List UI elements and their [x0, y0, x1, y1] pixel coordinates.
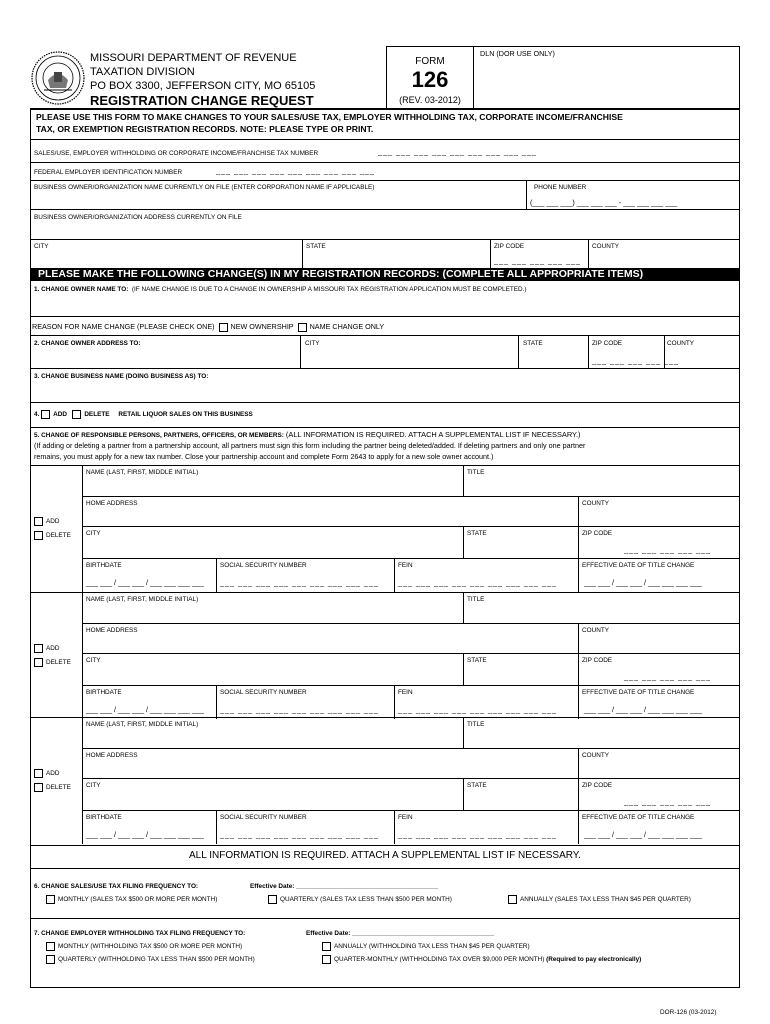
divider — [664, 335, 665, 368]
section6-quarterly-row — [268, 895, 452, 904]
divider — [82, 526, 740, 527]
person-state-label: STATE — [467, 657, 487, 664]
new-ownership-label: NEW OWNERSHIP — [230, 322, 294, 331]
person-zip-input[interactable]: ___ ___ ___ ___ ___ — [624, 545, 711, 554]
section2-city-label: CITY — [305, 340, 320, 347]
divider — [463, 653, 464, 685]
section7-label: 7. CHANGE EMPLOYER WITHHOLDING TAX FILING FREQUENCY TO: — [34, 930, 246, 937]
name-change-reason-row — [32, 322, 384, 332]
person-birthdate-label: BIRTHDATE — [86, 689, 122, 696]
divider — [30, 139, 740, 140]
person-add-checkbox[interactable] — [34, 644, 43, 653]
person-effective-date-input[interactable]: ___ ___ / ___ ___ / ___ ___ ___ ___ — [584, 578, 702, 587]
person-city-label: CITY — [86, 782, 101, 789]
department-address: PO BOX 3300, JEFFERSON CITY, MO 65105 — [90, 80, 316, 92]
form-label: FORM — [415, 56, 445, 67]
person-add-label: ADD — [46, 645, 60, 653]
liquor-delete-label: DELETE — [84, 411, 110, 419]
divider — [30, 209, 740, 210]
person-title-label: TITLE — [467, 596, 485, 603]
person-add-row — [34, 517, 60, 526]
section6-annually-row — [508, 895, 691, 904]
wh-monthly-checkbox[interactable] — [46, 942, 55, 951]
divider — [463, 465, 464, 496]
section5-footer: ALL INFORMATION IS REQUIRED. ATTACH A SUPPLEMENTAL LIST IF NECESSARY. — [189, 850, 581, 861]
section1-row — [34, 286, 527, 294]
zip-label: ZIP CODE — [494, 243, 525, 250]
changes-band: PLEASE MAKE THE FOLLOWING CHANGE(S) IN MY REGISTRATION RECORDS: (COMPLETE ALL APPROPRIATE ITEMS) — [30, 268, 740, 281]
divider — [463, 526, 464, 558]
sales-quarterly-label: QUARTERLY (SALES TAX LESS THAN $500 PER MONTH) — [280, 896, 452, 904]
divider — [588, 335, 589, 368]
liquor-add-checkbox[interactable] — [41, 410, 50, 419]
divider — [82, 717, 83, 844]
section2-zip-label: ZIP CODE — [592, 340, 623, 347]
divider — [578, 496, 579, 526]
new-ownership-checkbox[interactable] — [219, 323, 228, 332]
section2-label: 2. CHANGE OWNER ADDRESS TO: — [34, 340, 141, 347]
person-delete-row — [34, 783, 71, 792]
divider — [30, 335, 740, 336]
divider — [463, 778, 464, 810]
county-label: COUNTY — [592, 243, 619, 250]
person-ssn-input[interactable]: ___ ___ ___ ___ ___ ___ ___ ___ ___ — [220, 830, 379, 839]
divider — [394, 685, 395, 719]
person-fein-input[interactable]: ___ ___ ___ ___ ___ ___ ___ ___ ___ — [398, 705, 557, 714]
section1-note: (IF NAME CHANGE IS DUE TO A CHANGE IN OWNERSHIP A MISSOURI TAX REGISTRATION APPLICATION MUST BE COMPLETED.) — [131, 286, 527, 293]
person-effective-date-label: EFFECTIVE DATE OF TITLE CHANGE — [582, 562, 695, 569]
liquor-add-label: ADD — [53, 411, 67, 419]
divider — [30, 918, 740, 919]
person-home-address-label: HOME ADDRESS — [86, 500, 138, 507]
section6-effective-date[interactable]: Effective Date: ________________________________________ — [250, 883, 439, 890]
section7-annually-row — [322, 942, 530, 951]
sales-monthly-label: MONTHLY (SALES TAX $500 OR MORE PER MONTH) — [58, 896, 218, 904]
person-zip-label: ZIP CODE — [582, 530, 613, 537]
section7-monthly-row — [46, 942, 242, 951]
divider — [578, 653, 579, 685]
phone-label: PHONE NUMBER — [534, 184, 587, 191]
divider — [82, 465, 83, 592]
person-state-label: STATE — [467, 530, 487, 537]
dln-label: DLN (DOR USE ONLY) — [480, 49, 555, 58]
divider — [578, 558, 579, 592]
divider — [30, 427, 740, 428]
divider — [216, 685, 217, 719]
divider — [30, 402, 740, 403]
person-add-label: ADD — [46, 770, 60, 778]
divider — [463, 717, 464, 748]
section2-state-label: STATE — [523, 340, 543, 347]
person-effective-date-input[interactable]: ___ ___ / ___ ___ / ___ ___ ___ ___ — [584, 830, 702, 839]
divider — [526, 180, 527, 209]
divider — [302, 239, 303, 268]
division-name: TAXATION DIVISION — [90, 66, 195, 78]
form-number: 126 — [411, 67, 449, 92]
section7-quarter-monthly-row — [322, 955, 641, 964]
person-ssn-label: SOCIAL SECURITY NUMBER — [220, 689, 307, 696]
state-label: STATE — [306, 243, 326, 250]
person-add-label: ADD — [46, 518, 60, 526]
person-name-label: NAME (LAST, FIRST, MIDDLE INITIAL) — [86, 721, 199, 728]
person-ssn-label: SOCIAL SECURITY NUMBER — [220, 814, 307, 821]
divider — [588, 239, 589, 268]
person-effective-date-label: EFFECTIVE DATE OF TITLE CHANGE — [582, 814, 695, 821]
section6-label: 6. CHANGE SALES/USE TAX FILING FREQUENCY TO: — [34, 883, 199, 890]
divider — [30, 108, 740, 110]
divider — [216, 558, 217, 592]
divider — [394, 810, 395, 844]
instructions-line1: PLEASE USE THIS FORM TO MAKE CHANGES TO YOUR SALES/USE TAX, EMPLOYER WITHHOLDING TAX, CORPORATE INCOME/FRANCHISE — [36, 112, 623, 122]
person-ssn-input[interactable]: ___ ___ ___ ___ ___ ___ ___ ___ ___ — [220, 578, 379, 587]
divider — [82, 558, 740, 559]
divider — [30, 868, 740, 869]
person-birthdate-input[interactable]: ___ ___ / ___ ___ / ___ ___ ___ ___ — [86, 705, 204, 714]
wh-annually-checkbox[interactable] — [322, 942, 331, 951]
divider — [578, 685, 579, 719]
section2-zip-input[interactable]: ___ ___ ___ ___ ___ — [592, 356, 679, 365]
divider — [578, 810, 579, 844]
person-delete-checkbox[interactable] — [34, 658, 43, 667]
divider — [578, 526, 579, 558]
name-change-only-label: NAME CHANGE ONLY — [309, 322, 385, 331]
section3-label: 3. CHANGE BUSINESS NAME (DOING BUSINESS AS) TO: — [34, 373, 209, 380]
person-name-label: NAME (LAST, FIRST, MIDDLE INITIAL) — [86, 469, 199, 476]
section5-label-rest: (ALL INFORMATION IS REQUIRED. ATTACH A SUPPLEMENTAL LIST IF NECESSARY.) — [285, 430, 581, 439]
sales-monthly-checkbox[interactable] — [46, 895, 55, 904]
person-add-checkbox[interactable] — [34, 769, 43, 778]
person-zip-label: ZIP CODE — [582, 657, 613, 664]
footer-form-code: DOR-126 (03-2012) — [660, 1009, 717, 1016]
divider — [30, 592, 740, 593]
person-birthdate-label: BIRTHDATE — [86, 562, 122, 569]
person-fein-label: FEIN — [398, 689, 413, 696]
section5-label: 5. CHANGE OF RESPONSIBLE PERSONS, PARTNERS, OFFICERS, OR MEMBERS: — [34, 432, 284, 439]
person-county-label: COUNTY — [582, 752, 609, 759]
divider — [82, 592, 83, 719]
divider — [578, 748, 579, 778]
divider — [578, 623, 579, 653]
divider — [30, 180, 740, 181]
divider — [216, 810, 217, 844]
divider — [82, 778, 740, 779]
divider — [82, 653, 740, 654]
person-fein-label: FEIN — [398, 814, 413, 821]
divider — [394, 558, 395, 592]
person-add-row — [34, 769, 60, 778]
liquor-text: RETAIL LIQUOR SALES ON THIS BUSINESS — [118, 411, 253, 419]
section5-line3: remains, you must apply for a new tax number. Close your partnership account and complete Form 2643 to apply for a new sole owner account.) — [34, 452, 494, 461]
person-birthdate-input[interactable]: ___ ___ / ___ ___ / ___ ___ ___ ___ — [86, 830, 204, 839]
section7-quarterly-row — [46, 955, 255, 964]
person-city-label: CITY — [86, 530, 101, 537]
person-delete-label: DELETE — [46, 659, 71, 667]
department-name: MISSOURI DEPARTMENT OF REVENUE — [90, 52, 297, 64]
divider — [518, 335, 519, 368]
wh-required-note: (Required to pay electronically) — [546, 956, 642, 964]
person-county-label: COUNTY — [582, 500, 609, 507]
name-change-only-checkbox[interactable] — [298, 323, 307, 332]
section7-effective-date[interactable]: Effective Date: ________________________________________ — [306, 930, 495, 937]
person-city-label: CITY — [86, 657, 101, 664]
person-birthdate-input[interactable]: ___ ___ / ___ ___ / ___ ___ ___ ___ — [86, 578, 204, 587]
divider — [30, 239, 740, 240]
person-home-address-label: HOME ADDRESS — [86, 627, 138, 634]
person-zip-label: ZIP CODE — [582, 782, 613, 789]
zip-input[interactable]: ___ ___ ___ ___ ___ — [494, 256, 581, 265]
phone-input[interactable]: (___ ___ ___) ___ ___ ___ - ___ ___ ___ ___ — [530, 198, 678, 207]
person-name-label: NAME (LAST, FIRST, MIDDLE INITIAL) — [86, 596, 199, 603]
divider — [30, 316, 740, 317]
divider — [82, 496, 740, 497]
divider — [82, 748, 740, 749]
person-delete-row — [34, 531, 71, 540]
person-delete-checkbox[interactable] — [34, 531, 43, 540]
section4-number: 4. — [34, 411, 40, 419]
person-state-label: STATE — [467, 782, 487, 789]
person-fein-input[interactable]: ___ ___ ___ ___ ___ ___ ___ ___ ___ — [398, 578, 557, 587]
divider — [30, 717, 740, 718]
city-label: CITY — [34, 243, 49, 250]
section1-label: 1. CHANGE OWNER NAME TO: — [34, 286, 129, 293]
dln-box — [474, 46, 740, 108]
person-fein-label: FEIN — [398, 562, 413, 569]
person-zip-input[interactable]: ___ ___ ___ ___ ___ — [624, 797, 711, 806]
divider — [82, 810, 740, 811]
reason-label: REASON FOR NAME CHANGE (PLEASE CHECK ONE) — [32, 322, 215, 331]
divider — [30, 845, 740, 846]
sales-quarterly-checkbox[interactable] — [268, 895, 277, 904]
section5-line2: (If adding or deleting a partner from a partnership account, all partners must sign this form including the partner being deleted/added. If deleting partners and only one partner — [34, 441, 586, 450]
person-ssn-input[interactable]: ___ ___ ___ ___ ___ ___ ___ ___ ___ — [220, 705, 379, 714]
person-county-label: COUNTY — [582, 627, 609, 634]
divider — [30, 368, 740, 369]
wh-quarterly-checkbox[interactable] — [46, 955, 55, 964]
divider — [30, 162, 740, 163]
address-on-file-label: BUSINESS OWNER/ORGANIZATION ADDRESS CURRENTLY ON FILE — [34, 214, 242, 221]
wh-quarter-monthly-label: QUARTER-MONTHLY (WITHHOLDING TAX OVER $9,000 PER MONTH) — [334, 956, 545, 964]
form-title: REGISTRATION CHANGE REQUEST — [90, 93, 314, 108]
person-title-label: TITLE — [467, 721, 485, 728]
divider — [463, 592, 464, 623]
fein-input[interactable]: ___ ___ ___ ___ ___ ___ ___ ___ ___ — [216, 166, 375, 175]
divider — [30, 465, 740, 466]
person-delete-label: DELETE — [46, 532, 71, 540]
person-home-address-label: HOME ADDRESS — [86, 752, 138, 759]
liquor-delete-checkbox[interactable] — [72, 410, 81, 419]
person-add-checkbox[interactable] — [34, 517, 43, 526]
person-ssn-label: SOCIAL SECURITY NUMBER — [220, 562, 307, 569]
sales-annually-checkbox[interactable] — [508, 895, 517, 904]
tax-number-input[interactable]: ___ ___ ___ ___ ___ ___ ___ ___ ___ — [378, 147, 537, 156]
instructions-line2: TAX, OR EXEMPTION REGISTRATION RECORDS. NOTE: PLEASE TYPE OR PRINT. — [36, 124, 374, 134]
person-delete-checkbox[interactable] — [34, 783, 43, 792]
section4-row — [34, 410, 253, 419]
divider — [82, 685, 740, 686]
divider — [300, 335, 301, 368]
wh-quarter-monthly-checkbox[interactable] — [322, 955, 331, 964]
person-delete-row — [34, 658, 71, 667]
person-effective-date-input[interactable]: ___ ___ / ___ ___ / ___ ___ ___ ___ — [584, 705, 702, 714]
divider — [490, 239, 491, 268]
form-revision: (REV. 03-2012) — [399, 95, 461, 105]
person-zip-input[interactable]: ___ ___ ___ ___ ___ — [624, 672, 711, 681]
sales-annually-label: ANNUALLY (SALES TAX LESS THAN $45 PER QUARTER) — [520, 896, 691, 904]
divider — [82, 623, 740, 624]
person-delete-label: DELETE — [46, 784, 71, 792]
section2-county-label: COUNTY — [667, 340, 694, 347]
wh-quarterly-label: QUARTERLY (WITHHOLDING TAX LESS THAN $500 PER MONTH) — [58, 956, 255, 964]
owner-name-label: BUSINESS OWNER/ORGANIZATION NAME CURRENTLY ON FILE (ENTER CORPORATION NAME IF APPLICABLE) — [34, 184, 375, 191]
fein-label: FEDERAL EMPLOYER IDENTIFICATION NUMBER — [34, 169, 183, 176]
tax-number-label: SALES/USE, EMPLOYER WITHHOLDING OR CORPORATE INCOME/FRANCHISE TAX NUMBER — [34, 150, 319, 157]
section6-monthly-row — [46, 895, 217, 904]
person-birthdate-label: BIRTHDATE — [86, 814, 122, 821]
section5-row — [34, 430, 581, 441]
state-seal-logo — [30, 50, 86, 106]
person-effective-date-label: EFFECTIVE DATE OF TITLE CHANGE — [582, 689, 695, 696]
person-fein-input[interactable]: ___ ___ ___ ___ ___ ___ ___ ___ ___ — [398, 830, 557, 839]
person-add-row — [34, 644, 60, 653]
wh-annually-label: ANNUALLY (WITHHOLDING TAX LESS THAN $45 PER QUARTER) — [334, 943, 530, 951]
wh-monthly-label: MONTHLY (WITHHOLDING TAX $500 OR MORE PER MONTH) — [58, 943, 243, 951]
divider — [578, 778, 579, 810]
person-title-label: TITLE — [467, 469, 485, 476]
